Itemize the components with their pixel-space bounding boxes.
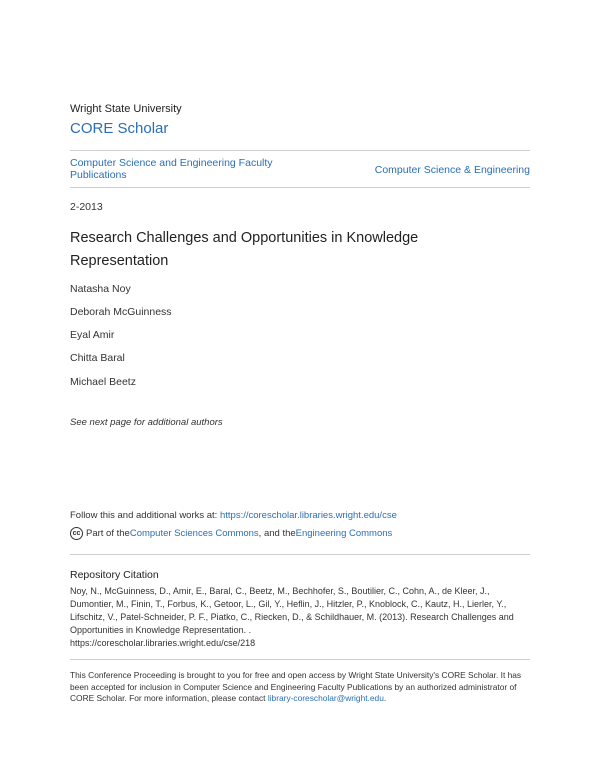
part-of-line [70,527,392,540]
engineering-commons-link[interactable]: Engineering Commons [295,528,393,539]
divider-footer [70,659,530,660]
part-of-middle: , and the [258,528,296,539]
author-name: Chitta Baral [70,352,125,364]
computer-sciences-commons-link[interactable]: Computer Sciences Commons [129,528,259,539]
core-scholar-link[interactable]: CORE Scholar [70,120,169,137]
collection-link-department[interactable]: Computer Science & Engineering [374,164,530,176]
collection-link-faculty-publications[interactable]: Computer Science and Engineering Faculty Publications [70,157,273,181]
part-of-prefix: Part of the [86,528,130,539]
author-name: Michael Beetz [70,376,136,388]
author-name: Deborah McGuinness [70,306,172,318]
contact-email-link[interactable]: library-corescholar@wright.edu [267,693,384,703]
repository-citation-heading: Repository Citation [70,569,159,581]
citation-body: Noy, N., McGuinness, D., Amir, E., Baral, C., Beetz, M., Bechhofer, S., Boutilier, C., Cohn, A., de Kleer, J., Dumontier, M., Finin, T., Forbus, K., Getoor, L., Gil, Y., Heflin, J., Hitzler, P., Knoblock, C., Kautz, H., Lierler, Y., Lifschitz, V., Patel-Schneider, P. F., Piatko, C., Riecken, D., & Schildhauer, M. (2013). Research Challenges and Opportunities in Knowledge Representation. . [70,586,514,635]
publication-date: 2-2013 [70,201,103,213]
divider-top [70,150,530,151]
paper-title: Research Challenges and Opportunities in Knowledge Representation [70,230,419,269]
see-next-page-note: See next page for additional authors [70,417,223,428]
follow-prefix: Follow this and additional works at: [70,510,220,521]
access-notice-text: This Conference Proceeding is brought to you for free and open access by Wright State University's CORE Scholar. It has been accepted for inclusion in Computer Science and Engineering Faculty Publications by an authorized administrator of CORE Scholar. For more information, please contact [70,670,522,703]
citation-url[interactable]: https://corescholar.libraries.wright.edu/cse/218 [70,638,256,648]
access-notice-end: . [383,693,387,703]
divider-collections [70,187,530,188]
follow-url-link[interactable]: https://corescholar.libraries.wright.edu/cse [219,510,397,521]
follow-works-line [70,510,397,521]
commons-network-icon: cc [70,527,83,540]
author-name: Eyal Amir [70,329,115,341]
divider-citation [70,554,530,555]
institution-name: Wright State University [70,103,182,115]
repository-citation-text [70,585,532,650]
access-notice [70,670,530,705]
author-name: Natasha Noy [70,283,131,295]
